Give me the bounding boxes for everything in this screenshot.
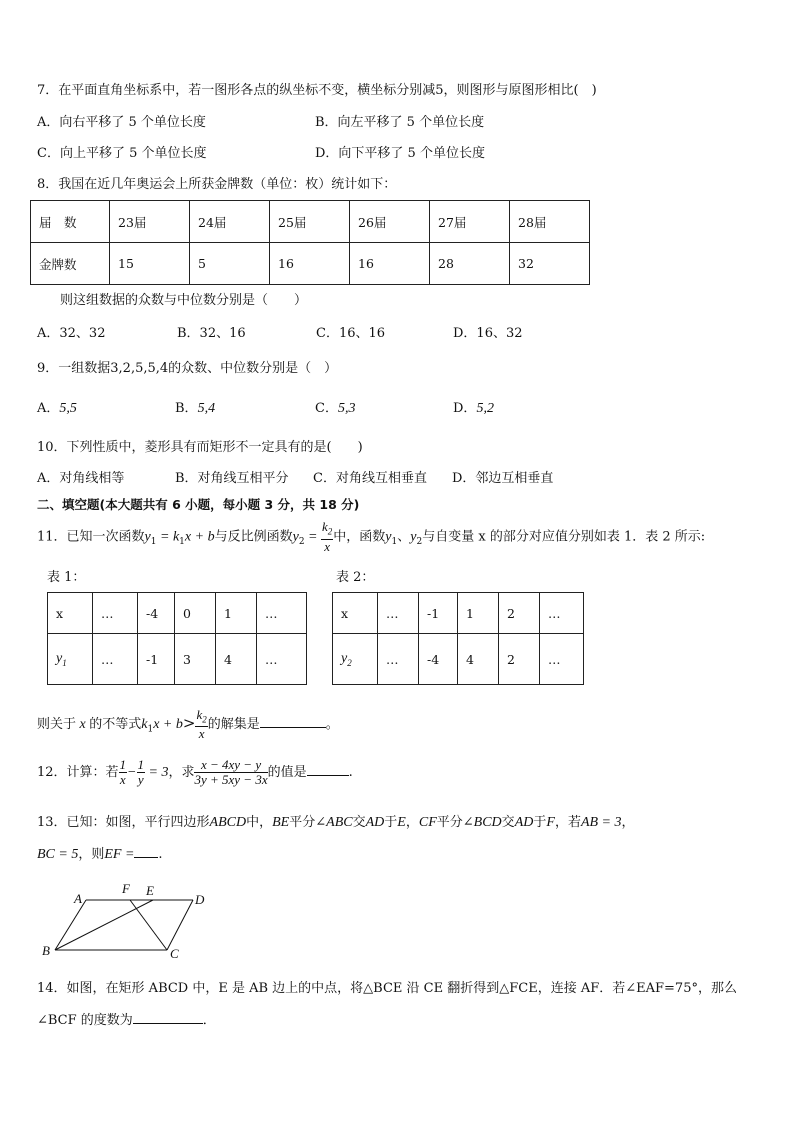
- table2-cell: …: [378, 634, 419, 685]
- label-d: D: [195, 892, 205, 907]
- q8-row-cell: 28: [430, 243, 510, 285]
- side-dc: [167, 900, 193, 950]
- q8-row-cell: 16: [350, 243, 430, 285]
- q8-header-cell: 23届: [110, 201, 190, 243]
- table1-cell-y1: $y_1$: [48, 634, 93, 685]
- q14-line2: ∠BCF 的度数为 ．: [37, 1013, 216, 1028]
- parallelogram-figure: [38, 878, 218, 958]
- q9-option-d[interactable]: D．5,2: [453, 401, 494, 416]
- table1-label: 表 1：: [47, 570, 86, 585]
- table1-cell: …: [257, 593, 307, 634]
- table2-cell-y2: $y_2$: [333, 634, 378, 685]
- q13-line2: BC = 5，则EF = .: [37, 847, 163, 862]
- q10-option-d[interactable]: D．邻边互相垂直: [452, 471, 554, 486]
- q7-option-c[interactable]: C．向上平移了 5 个单位长度: [37, 146, 207, 161]
- label-e: E: [146, 883, 154, 898]
- q8-option-d[interactable]: D．16、32: [453, 326, 523, 341]
- table2-cell: …: [540, 593, 584, 634]
- q8-header-cell: 25届: [270, 201, 350, 243]
- q8-row-cell: 金牌数: [31, 243, 110, 285]
- table2-cell: 1: [458, 593, 499, 634]
- q10-option-b[interactable]: B．对角线互相平分: [175, 471, 289, 486]
- q9-option-b[interactable]: B．5,4: [175, 401, 216, 416]
- q8-option-b[interactable]: B．32、16: [177, 326, 246, 341]
- label-b: B: [42, 943, 50, 958]
- q12-answer-blank[interactable]: [307, 763, 349, 776]
- table2-cell: 4: [458, 634, 499, 685]
- segment-be: [55, 900, 153, 950]
- q8-medal-table: [30, 200, 590, 285]
- q10-option-c[interactable]: C．对角线互相垂直: [313, 471, 427, 486]
- table2-cell: -1: [419, 593, 458, 634]
- q10-stem: 10．下列性质中，菱形具有而矩形不一定具有的是( ): [37, 440, 363, 455]
- table1-cell: …: [257, 634, 307, 685]
- label-f: F: [122, 881, 130, 896]
- q13-answer-blank[interactable]: [134, 845, 158, 858]
- table1-cell: 0: [175, 593, 216, 634]
- q8-row-cell: 16: [270, 243, 350, 285]
- q11-inequality: 则关于 x 的不等式$k_1x + b>$ $\frac{k_2}{x}$ 的解集是 。: [37, 706, 339, 742]
- q14-line1: 14．如图，在矩形 ABCD 中，E 是 AB 边上的中点，将△BCE 沿 CE 翻折得到△FCE，连接 AF．若∠EAF=75°，那么: [37, 981, 737, 996]
- table2-cell: x: [333, 593, 378, 634]
- table1-cell: 4: [216, 634, 257, 685]
- label-c: C: [170, 946, 179, 958]
- segment-cf: [130, 900, 167, 950]
- q8-stem: 8．我国在近几年奥运会上所获金牌数（单位：枚）统计如下：: [37, 177, 397, 192]
- q7-option-b[interactable]: B．向左平移了 5 个单位长度: [315, 115, 485, 130]
- q7-stem: 7．在平面直角坐标系中，若一图形各点的纵坐标不变，横坐标分别减5，则图形与原图形相比( ): [37, 83, 597, 98]
- q11-stem: 11．已知一次函数$y_1 = k_1x + b$与反比例函数$y_2$ = $\frac{k_2}{x}$ 中，函数$y_1$、$y_2$与自变量 x 的部分对应值分别如表 1．表 2 所示:: [37, 519, 706, 554]
- q9-stem: 9．一组数据3,2,5,5,4的众数、中位数分别是（ ）: [37, 361, 338, 376]
- q7-option-a[interactable]: A．向右平移了 5 个单位长度: [37, 115, 206, 130]
- q13-line1: 13．已知：如图，平行四边形ABCD中，BE平分∠ABC交AD于E，CF平分∠BCD交AD于F，若AB = 3，: [37, 815, 635, 830]
- q11-table1: [47, 592, 307, 685]
- table2-cell: -4: [419, 634, 458, 685]
- table1-cell: …: [93, 593, 138, 634]
- table1-cell: 3: [175, 634, 216, 685]
- table1-cell: -4: [138, 593, 175, 634]
- section-title: 二、填空题(本大题共有 6 小题，每小题 3 分，共 18 分): [37, 497, 360, 512]
- q9-option-c[interactable]: C．5,3: [315, 401, 356, 416]
- q11-table2: [332, 592, 584, 685]
- table2-cell: 2: [499, 634, 540, 685]
- q8-header-cell: 26届: [350, 201, 430, 243]
- table1-cell: 1: [216, 593, 257, 634]
- q7-option-d[interactable]: D．向下平移了 5 个单位长度: [315, 146, 485, 161]
- q8-header-cell: 28届: [510, 201, 590, 243]
- q8-row-cell: 32: [510, 243, 590, 285]
- q14-answer-blank[interactable]: [133, 1011, 203, 1024]
- label-a: A: [74, 891, 82, 906]
- table2-cell: 2: [499, 593, 540, 634]
- table2-label: 表 2：: [336, 570, 375, 585]
- table2-cell: …: [540, 634, 584, 685]
- table1-cell: …: [93, 634, 138, 685]
- q10-option-a[interactable]: A．对角线相等: [37, 471, 125, 486]
- q12-stem: 12．计算：若 $\frac{1}{x}$ − $\frac{1}{y}$ = 3，求 $\frac{x - 4xy - y}{3y + 5xy - 3x}$ 的值是 .: [37, 757, 353, 787]
- q8-question: 则这组数据的众数与中位数分别是（ ）: [60, 293, 308, 308]
- q8-option-c[interactable]: C．16、16: [316, 326, 386, 341]
- q8-option-a[interactable]: A．32、32: [37, 326, 106, 341]
- q8-header-cell: 27届: [430, 201, 510, 243]
- q11-answer-blank[interactable]: [260, 715, 326, 728]
- table2-cell: …: [378, 593, 419, 634]
- table1-cell: x: [48, 593, 93, 634]
- q8-header-cell: 24届: [190, 201, 270, 243]
- table1-cell: -1: [138, 634, 175, 685]
- q9-option-a[interactable]: A．5,5: [37, 401, 77, 416]
- q8-header-cell: 届 数: [31, 201, 110, 243]
- q8-row-cell: 15: [110, 243, 190, 285]
- q8-row-cell: 5: [190, 243, 270, 285]
